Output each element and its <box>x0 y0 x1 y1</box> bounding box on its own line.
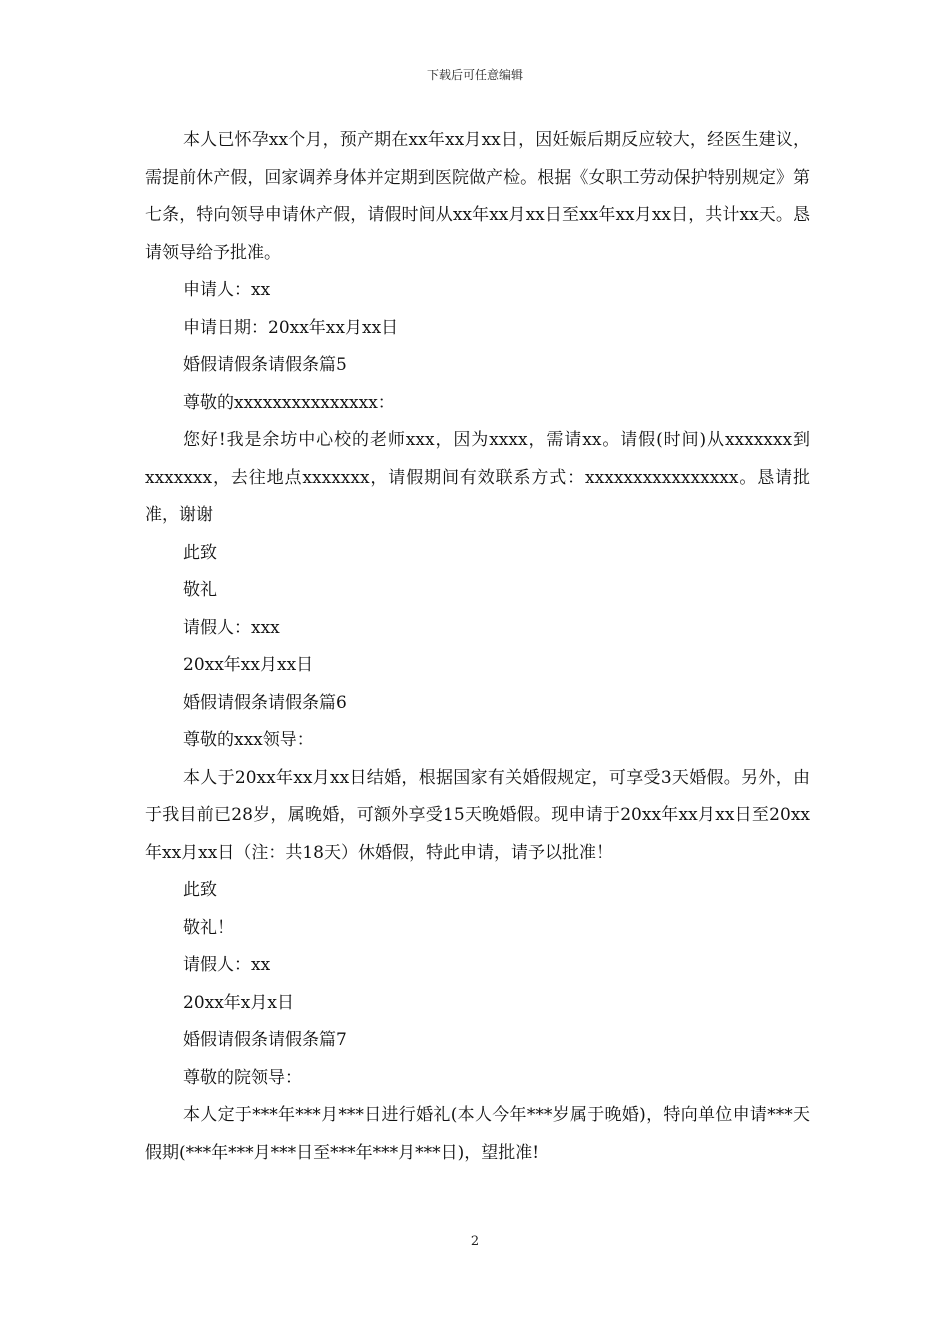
requester-line-6: 请假人：xx <box>183 955 271 975</box>
paragraph-leave-request-7: 本人定于***年***月***日进行婚礼(本人今年***岁属于晚婚)，特向单位申请***天假期(***年***月***日至***年***月***日)，望批准! <box>145 1105 810 1163</box>
paragraph-leave-request-6: 本人于20xx年xx月xx日结婚，根据国家有关婚假规定，可享受3天婚假。另外，由于我目前已28岁，属晚婚，可额外享受15天晚婚假。现申请于20xx年xx月xx日至20xx年xx月xx日（注：共18天）休婚假，特此申请，请予以批准！ <box>145 767 810 863</box>
paragraph-maternity-request: 本人已怀孕xx个月，预产期在xx年xx月xx日，因妊娠后期反应较大，经医生建议，需提前休产假，回家调养身体并定期到医院做产检。根据《女职工劳动保护特别规定》第七条，特向领导申请休产假，请假时间从xx年xx月xx日至xx年xx月xx日，共计xx天。恳请领导给予批准。 <box>145 130 810 263</box>
salutation-7: 尊敬的院领导： <box>183 1067 302 1088</box>
closing-cizhi-6: 此致 <box>183 880 217 900</box>
applicant-line: 申请人：xx <box>183 280 271 300</box>
section-title-6: 婚假请假条请假条篇6 <box>183 692 347 713</box>
date-line-6: 20xx年x月x日 <box>183 992 294 1013</box>
document-body <box>145 122 810 1172</box>
paragraph-leave-request-5: 您好!我是余坊中心校的老师xxx，因为xxxx，需请xx。请假(时间)从xxxxxxx到xxxxxxx，去往地点xxxxxxx，请假期间有效联系方式：xxxxxxxxxxxxxxxx。恳请批准，谢谢 <box>145 430 810 525</box>
closing-jingli-5: 敬礼 <box>183 580 217 600</box>
requester-line-5: 请假人：xxx <box>183 617 280 638</box>
salutation-5: 尊敬的xxxxxxxxxxxxxxx： <box>183 392 395 413</box>
closing-cizhi-5: 此致 <box>183 542 217 563</box>
page-number: 2 <box>470 1234 480 1249</box>
closing-jingli-6: 敬礼！ <box>183 917 234 938</box>
date-line-5: 20xx年xx月xx日 <box>183 655 314 675</box>
application-date-line: 申请日期：20xx年xx月xx日 <box>183 317 399 338</box>
salutation-6: 尊敬的xxx领导： <box>183 730 314 750</box>
page-header: 下载后可任意编辑 <box>426 68 523 82</box>
section-title-7: 婚假请假条请假条篇7 <box>183 1030 347 1050</box>
section-title-5: 婚假请假条请假条篇5 <box>183 355 347 375</box>
